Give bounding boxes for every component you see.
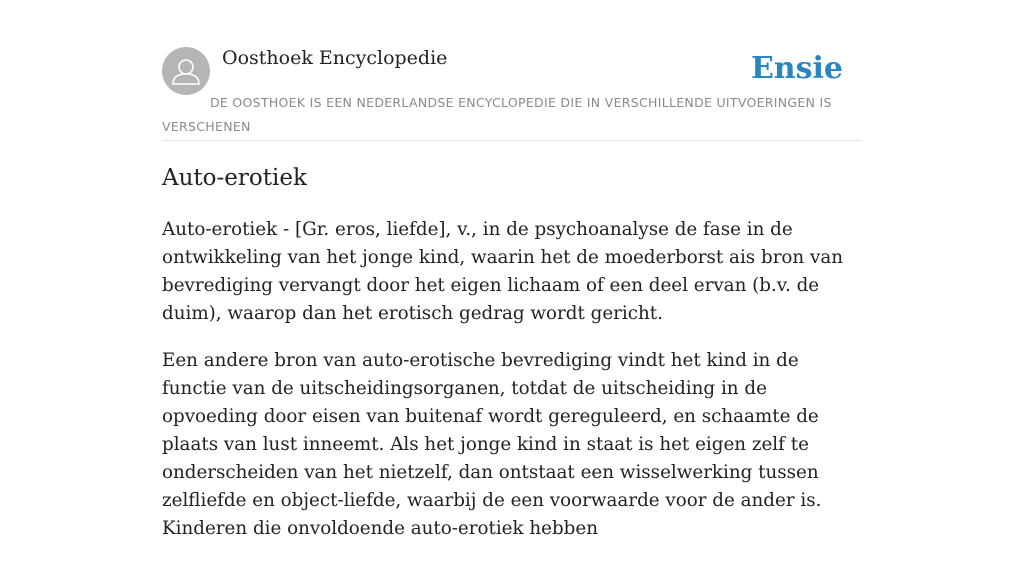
author-tagline: DE OOSTHOEK IS EEN NEDERLANDSE ENCYCLOPEDIE DIE IN VERSCHILLENDE UITVOERINGEN IS VERSCHENEN	[162, 95, 832, 134]
article-paragraph: Een andere bron van auto-erotische bevrediging vindt het kind in de functie van de uitscheidingsorganen, totdat de uitscheiding in de opvoeding door eisen van buitenaf wordt gereguleerd, en schaamte de plaats van lust inneemt. Als het jonge kind in staat is het eigen zelf te onderscheiden van het nietzelf, dan ontstaat een wisselwerking tussen zelfliefde en object-liefde, waarbij de een voorwaarde voor de ander is. Kinderen die onvoldoende auto-erotiek hebben	[162, 350, 822, 539]
brand-logo[interactable]: Ensie	[750, 51, 843, 86]
author-header	[162, 46, 862, 141]
author-name[interactable]: Oosthoek Encyclopedie	[222, 47, 448, 69]
user-avatar-icon[interactable]	[162, 47, 210, 95]
article-paragraph: Auto-erotiek - [Gr. eros, liefde], v., in de psychoanalyse de fase in de ontwikkeling van het jonge kind, waarin het de moederborst ais bron van bevrediging vervangt door het eigen lichaam of een deel ervan (b.v. de duim), waarop dan het erotisch gedrag wordt gericht.	[162, 219, 844, 324]
article-body	[162, 216, 862, 562]
article-title: Auto-erotiek	[162, 165, 307, 191]
